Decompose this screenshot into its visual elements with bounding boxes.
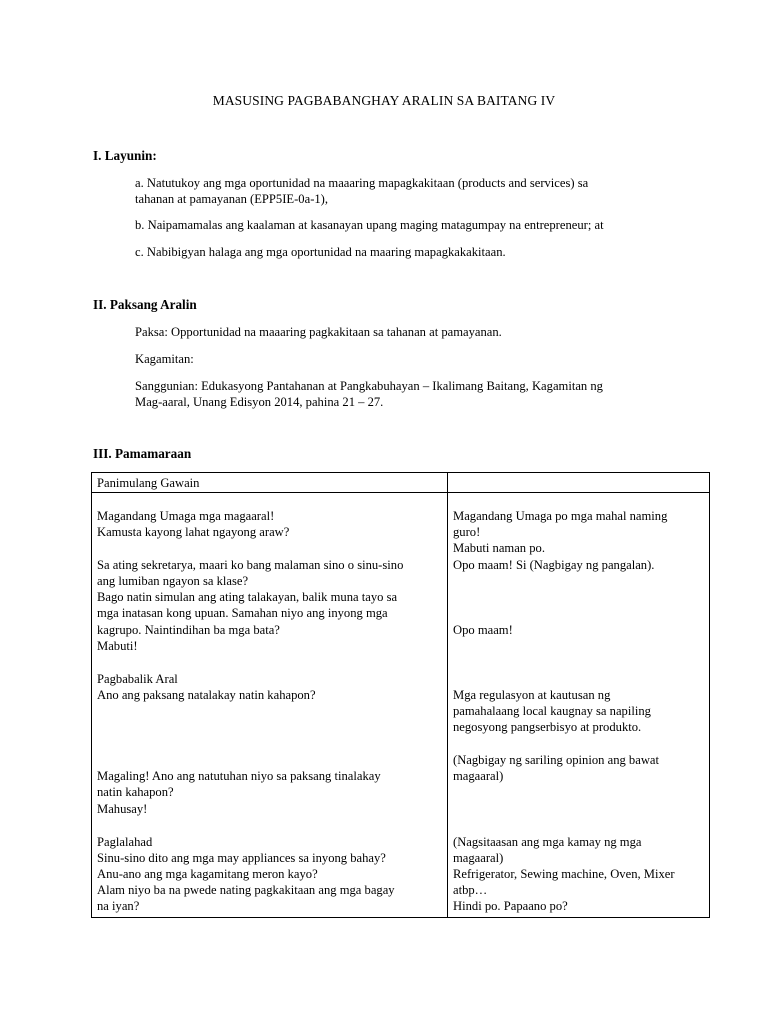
table-cell-left: Magaling! Ano ang natutuhan niyo sa paksang tinalakay: [97, 769, 381, 783]
table-cell-right: guro!: [453, 525, 481, 539]
table-cell-right: magaaral): [453, 851, 504, 865]
table-cell-left: Magandang Umaga mga magaaral!: [97, 509, 275, 523]
table-cell-left: Paglalahad: [97, 835, 153, 849]
table-cell-right: Mga regulasyon at kautusan ng: [453, 688, 611, 702]
sanggunian-line1: Sanggunian: Edukasyong Pantahanan at Pangkabuhayan – Ikalimang Baitang, Kagamitan ng: [135, 379, 603, 393]
table-cell-right: (Nagbigay ng sariling opinion ang bawat: [453, 753, 660, 767]
table-column-divider: [447, 473, 448, 917]
table-cell-left: Panimulang Gawain: [97, 476, 200, 490]
objective-b: b. Naipamamalas ang kaalaman at kasanayan upang maging matagumpay na entrepreneur; at: [135, 218, 604, 232]
objective-a-line1: a. Natutukoy ang mga oportunidad na maaaring mapagkakitaan (products and services) sa: [135, 176, 589, 190]
table-cell-left: Kamusta kayong lahat ngayong araw?: [97, 525, 290, 539]
table-cell-right: Opo maam!: [453, 623, 513, 637]
table-cell-left: mga inatasan kong upuan. Samahan niyo ang inyong mga: [97, 606, 388, 620]
table-cell-right: Refrigerator, Sewing machine, Oven, Mixer: [453, 867, 675, 881]
table-cell-left: Sa ating sekretarya, maari ko bang malaman sino o sinu-sino: [97, 558, 404, 572]
table-cell-left: Alam niyo ba na pwede nating pagkakitaan ang mga bagay: [97, 883, 395, 897]
table-row-divider: [92, 492, 709, 493]
section-heading-paksang-aralin: II. Paksang Aralin: [93, 297, 197, 312]
table-cell-right: negosyong pangserbisyo at produkto.: [453, 720, 642, 734]
table-cell-left: Pagbabalik Aral: [97, 672, 178, 686]
table-cell-right: Magandang Umaga po mga mahal naming: [453, 509, 668, 523]
table-cell-right: magaaral): [453, 769, 504, 783]
table-cell-right: (Nagsitaasan ang mga kamay ng mga: [453, 835, 642, 849]
table-cell-left: Mabuti!: [97, 639, 138, 653]
table-cell-left: Mahusay!: [97, 802, 148, 816]
table-cell-left: kagrupo. Naintindihan ba mga bata?: [97, 623, 280, 637]
table-cell-left: natin kahapon?: [97, 785, 174, 799]
document-title: MASUSING PAGBABANGHAY ARALIN SA BAITANG IV: [212, 93, 556, 108]
section-heading-layunin: I. Layunin:: [93, 148, 157, 163]
table-cell-left: Ano ang paksang natalakay natin kahapon?: [97, 688, 316, 702]
table-cell-left: na iyan?: [97, 899, 140, 913]
objective-a-line2: tahanan at pamayanan (EPP5IE-0a-1),: [135, 192, 329, 206]
objective-c: c. Nabibigyan halaga ang mga oportunidad na maaring mapagkakakitaan.: [135, 245, 506, 259]
paksa-text: Paksa: Opportunidad na maaaring pagkakitaan sa tahanan at pamayanan.: [135, 325, 502, 339]
table-cell-left: Sinu-sino dito ang mga may appliances sa inyong bahay?: [97, 851, 386, 865]
table-cell-left: ang lumiban ngayon sa klase?: [97, 574, 249, 588]
procedure-table: [91, 472, 710, 918]
table-cell-right: Mabuti naman po.: [453, 541, 545, 555]
table-cell-right: pamahalaang local kaugnay sa napiling: [453, 704, 651, 718]
table-cell-left: Bago natin simulan ang ating talakayan, balik muna tayo sa: [97, 590, 398, 604]
section-heading-pamamaraan: III. Pamamaraan: [93, 446, 192, 461]
sanggunian-line2: Mag-aaral, Unang Edisyon 2014, pahina 21 – 27.: [135, 395, 384, 409]
kagamitan-text: Kagamitan:: [135, 352, 194, 366]
table-cell-right: atbp…: [453, 883, 488, 897]
table-cell-right: Hindi po. Papaano po?: [453, 899, 568, 913]
table-cell-right: Opo maam! Si (Nagbigay ng pangalan).: [453, 558, 655, 572]
table-cell-left: Anu-ano ang mga kagamitang meron kayo?: [97, 867, 318, 881]
